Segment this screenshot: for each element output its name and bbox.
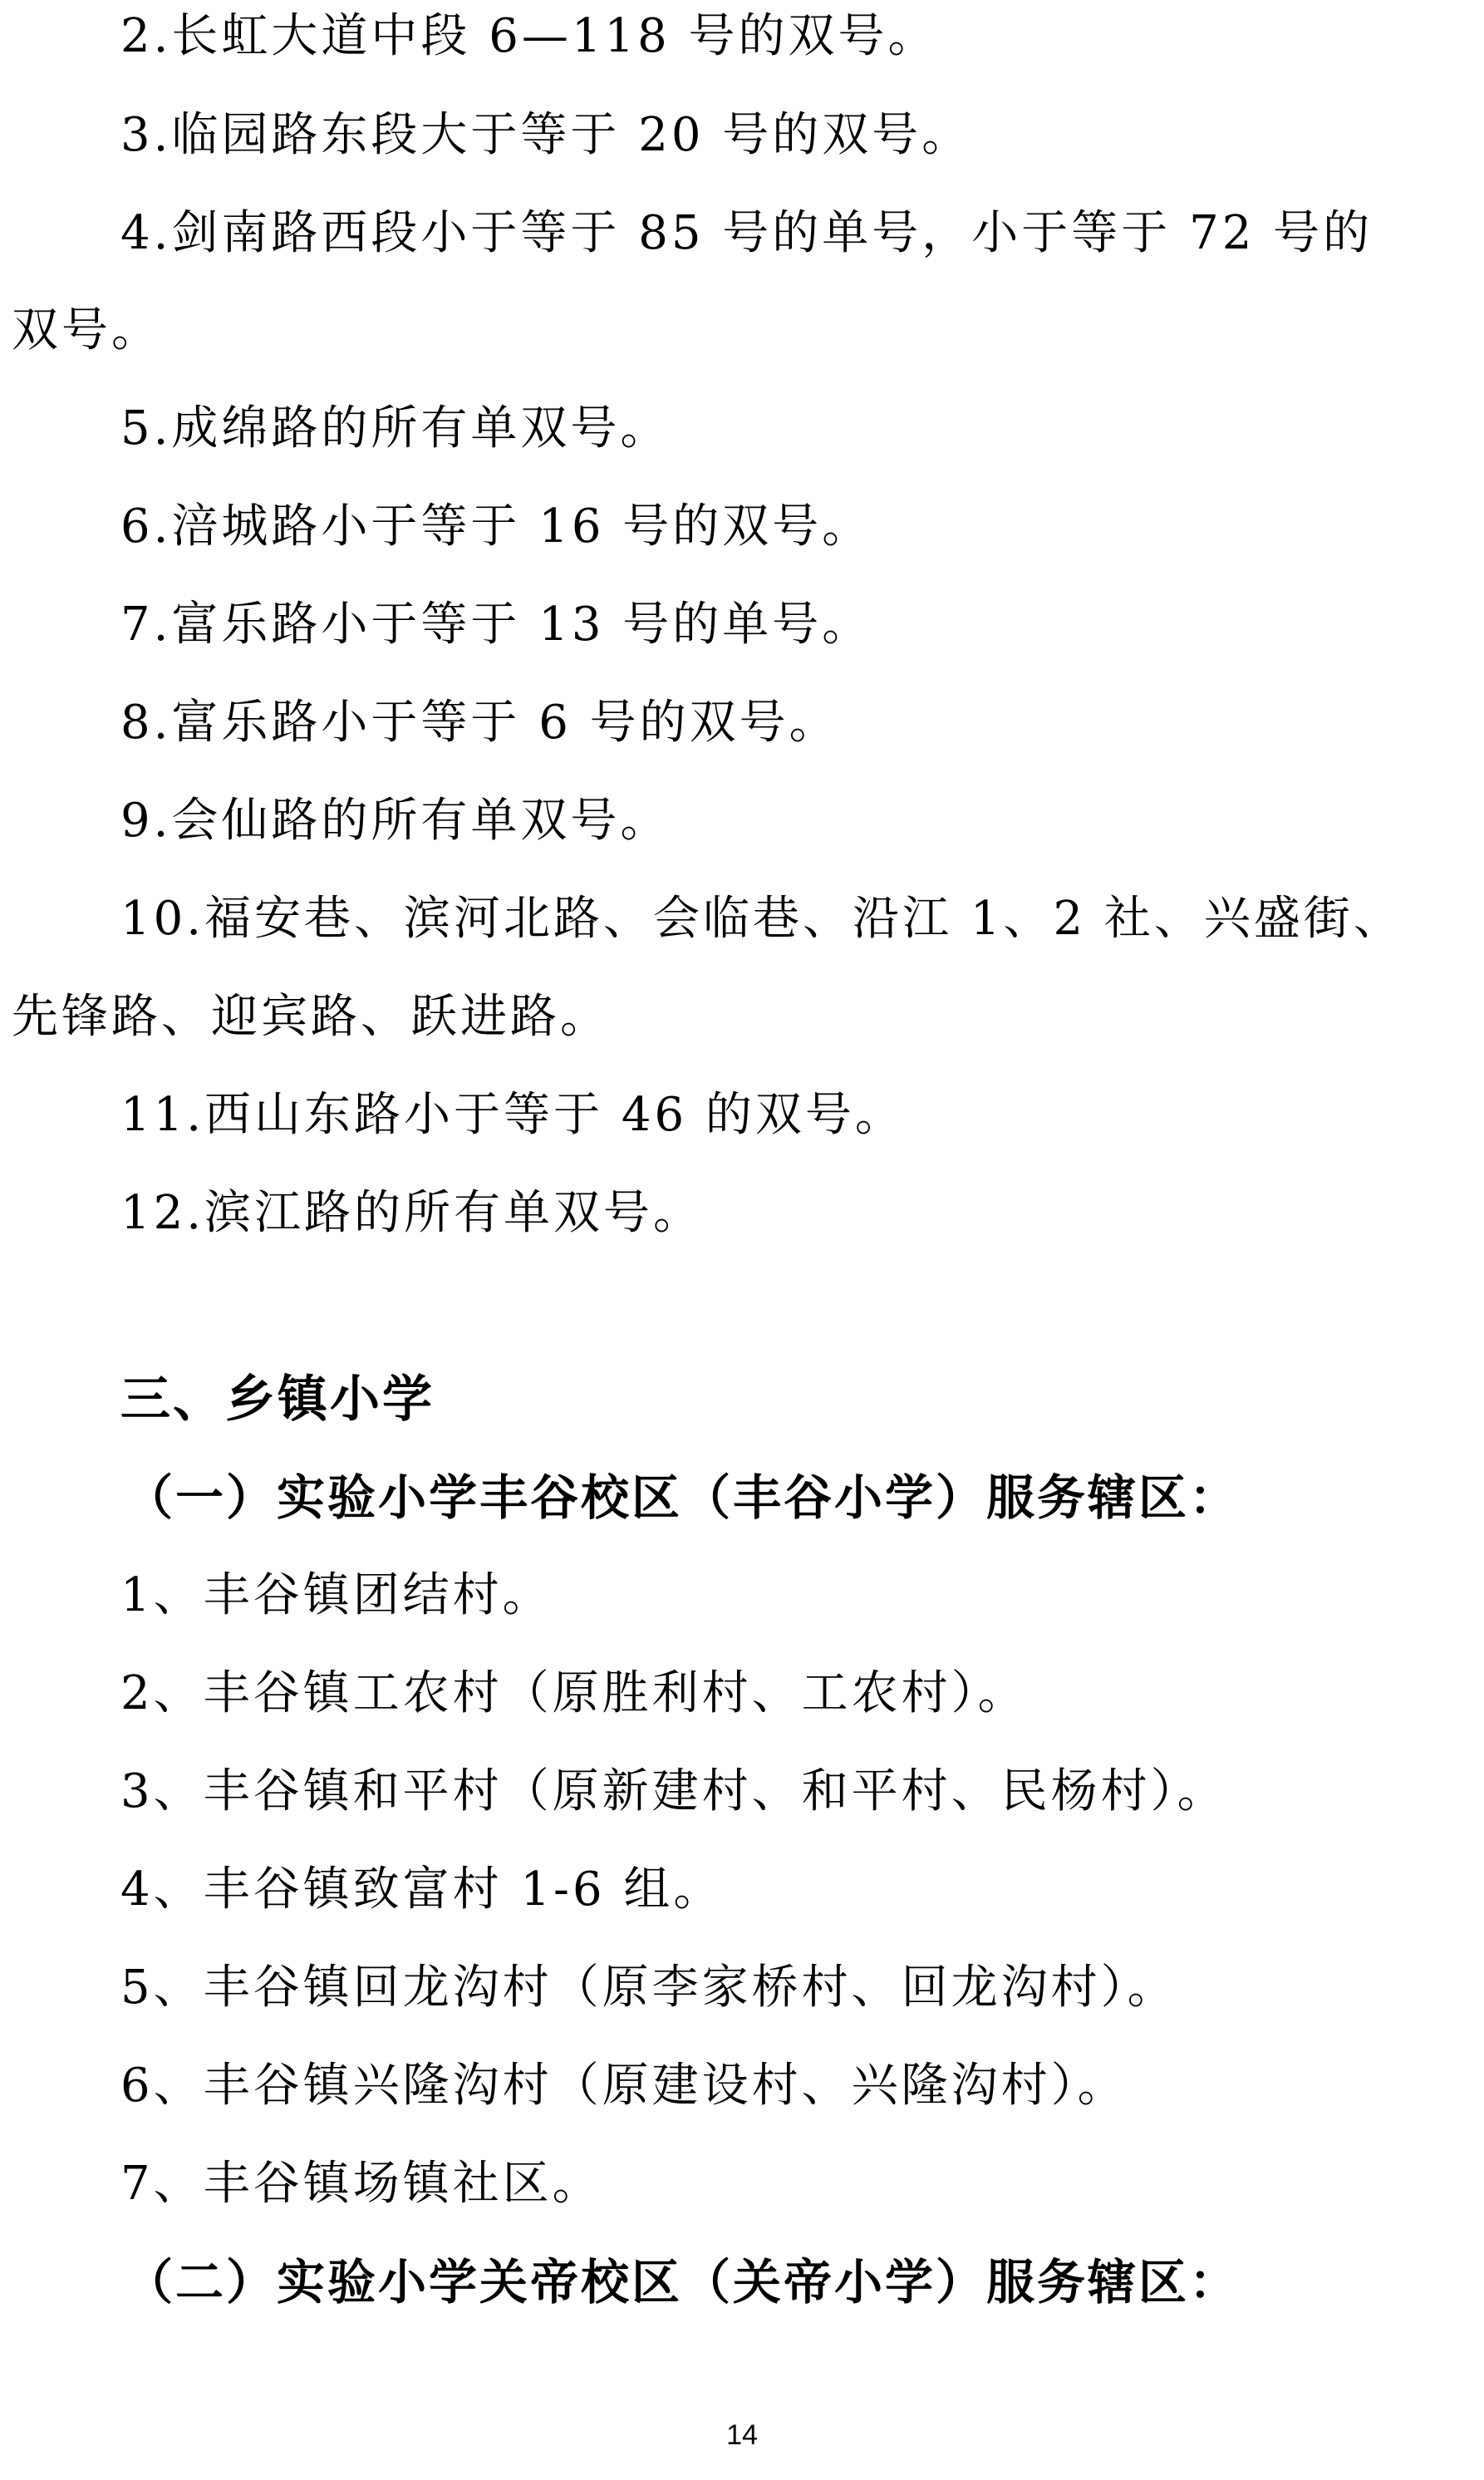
list-item: 5.成绵路的所有单双号。 — [120, 401, 671, 455]
list-item-continuation: 先锋路、迎宾路、跃进路。 — [12, 990, 610, 1044]
section-heading: 三、乡镇小学 — [120, 1370, 435, 1429]
list-item-continuation: 双号。 — [12, 303, 161, 357]
list-item: 10.福安巷、滨河北路、会临巷、沿江 1、2 社、兴盛街、 — [120, 892, 1403, 946]
subsection-heading: （二）实验小学关帝校区（关帝小学）服务辖区： — [125, 2254, 1241, 2310]
list-item: 3、丰谷镇和平村（原新建村、和平村、民杨村）。 — [120, 1764, 1227, 1818]
subsection-heading: （一）实验小学丰谷校区（丰谷小学）服务辖区： — [125, 1469, 1241, 1526]
list-item: 5、丰谷镇回龙沟村（原李家桥村、回龙沟村）。 — [120, 1961, 1177, 2015]
list-item: 3.临园路东段大于等于 20 号的双号。 — [120, 108, 972, 162]
list-item: 2、丰谷镇工农村（原胜利村、工农村）。 — [120, 1666, 1028, 1720]
list-item: 1、丰谷镇团结村。 — [120, 1568, 553, 1622]
list-item: 6、丰谷镇兴隆沟村（原建设村、兴隆沟村）。 — [120, 2059, 1128, 2113]
list-item: 11.西山东路小于等于 46 的双号。 — [120, 1088, 905, 1142]
list-item: 6.涪城路小于等于 16 号的双号。 — [120, 499, 872, 554]
list-item: 4、丰谷镇致富村 1-6 组。 — [120, 1862, 724, 1917]
list-item: 7.富乐路小于等于 13 号的单号。 — [120, 598, 872, 652]
list-item: 7、丰谷镇场镇社区。 — [120, 2157, 602, 2211]
list-item: 4.剑南路西段小于等于 85 号的单号，小于等于 72 号的 — [120, 206, 1373, 260]
page-number: 14 — [726, 2419, 758, 2451]
list-item: 8.富乐路小于等于 6 号的双号。 — [120, 696, 839, 750]
list-item: 12.滨江路的所有单双号。 — [120, 1186, 704, 1240]
list-item: 9.会仙路的所有单双号。 — [120, 794, 671, 848]
list-item: 2.长虹大道中段 6—118 号的双号。 — [120, 9, 938, 63]
